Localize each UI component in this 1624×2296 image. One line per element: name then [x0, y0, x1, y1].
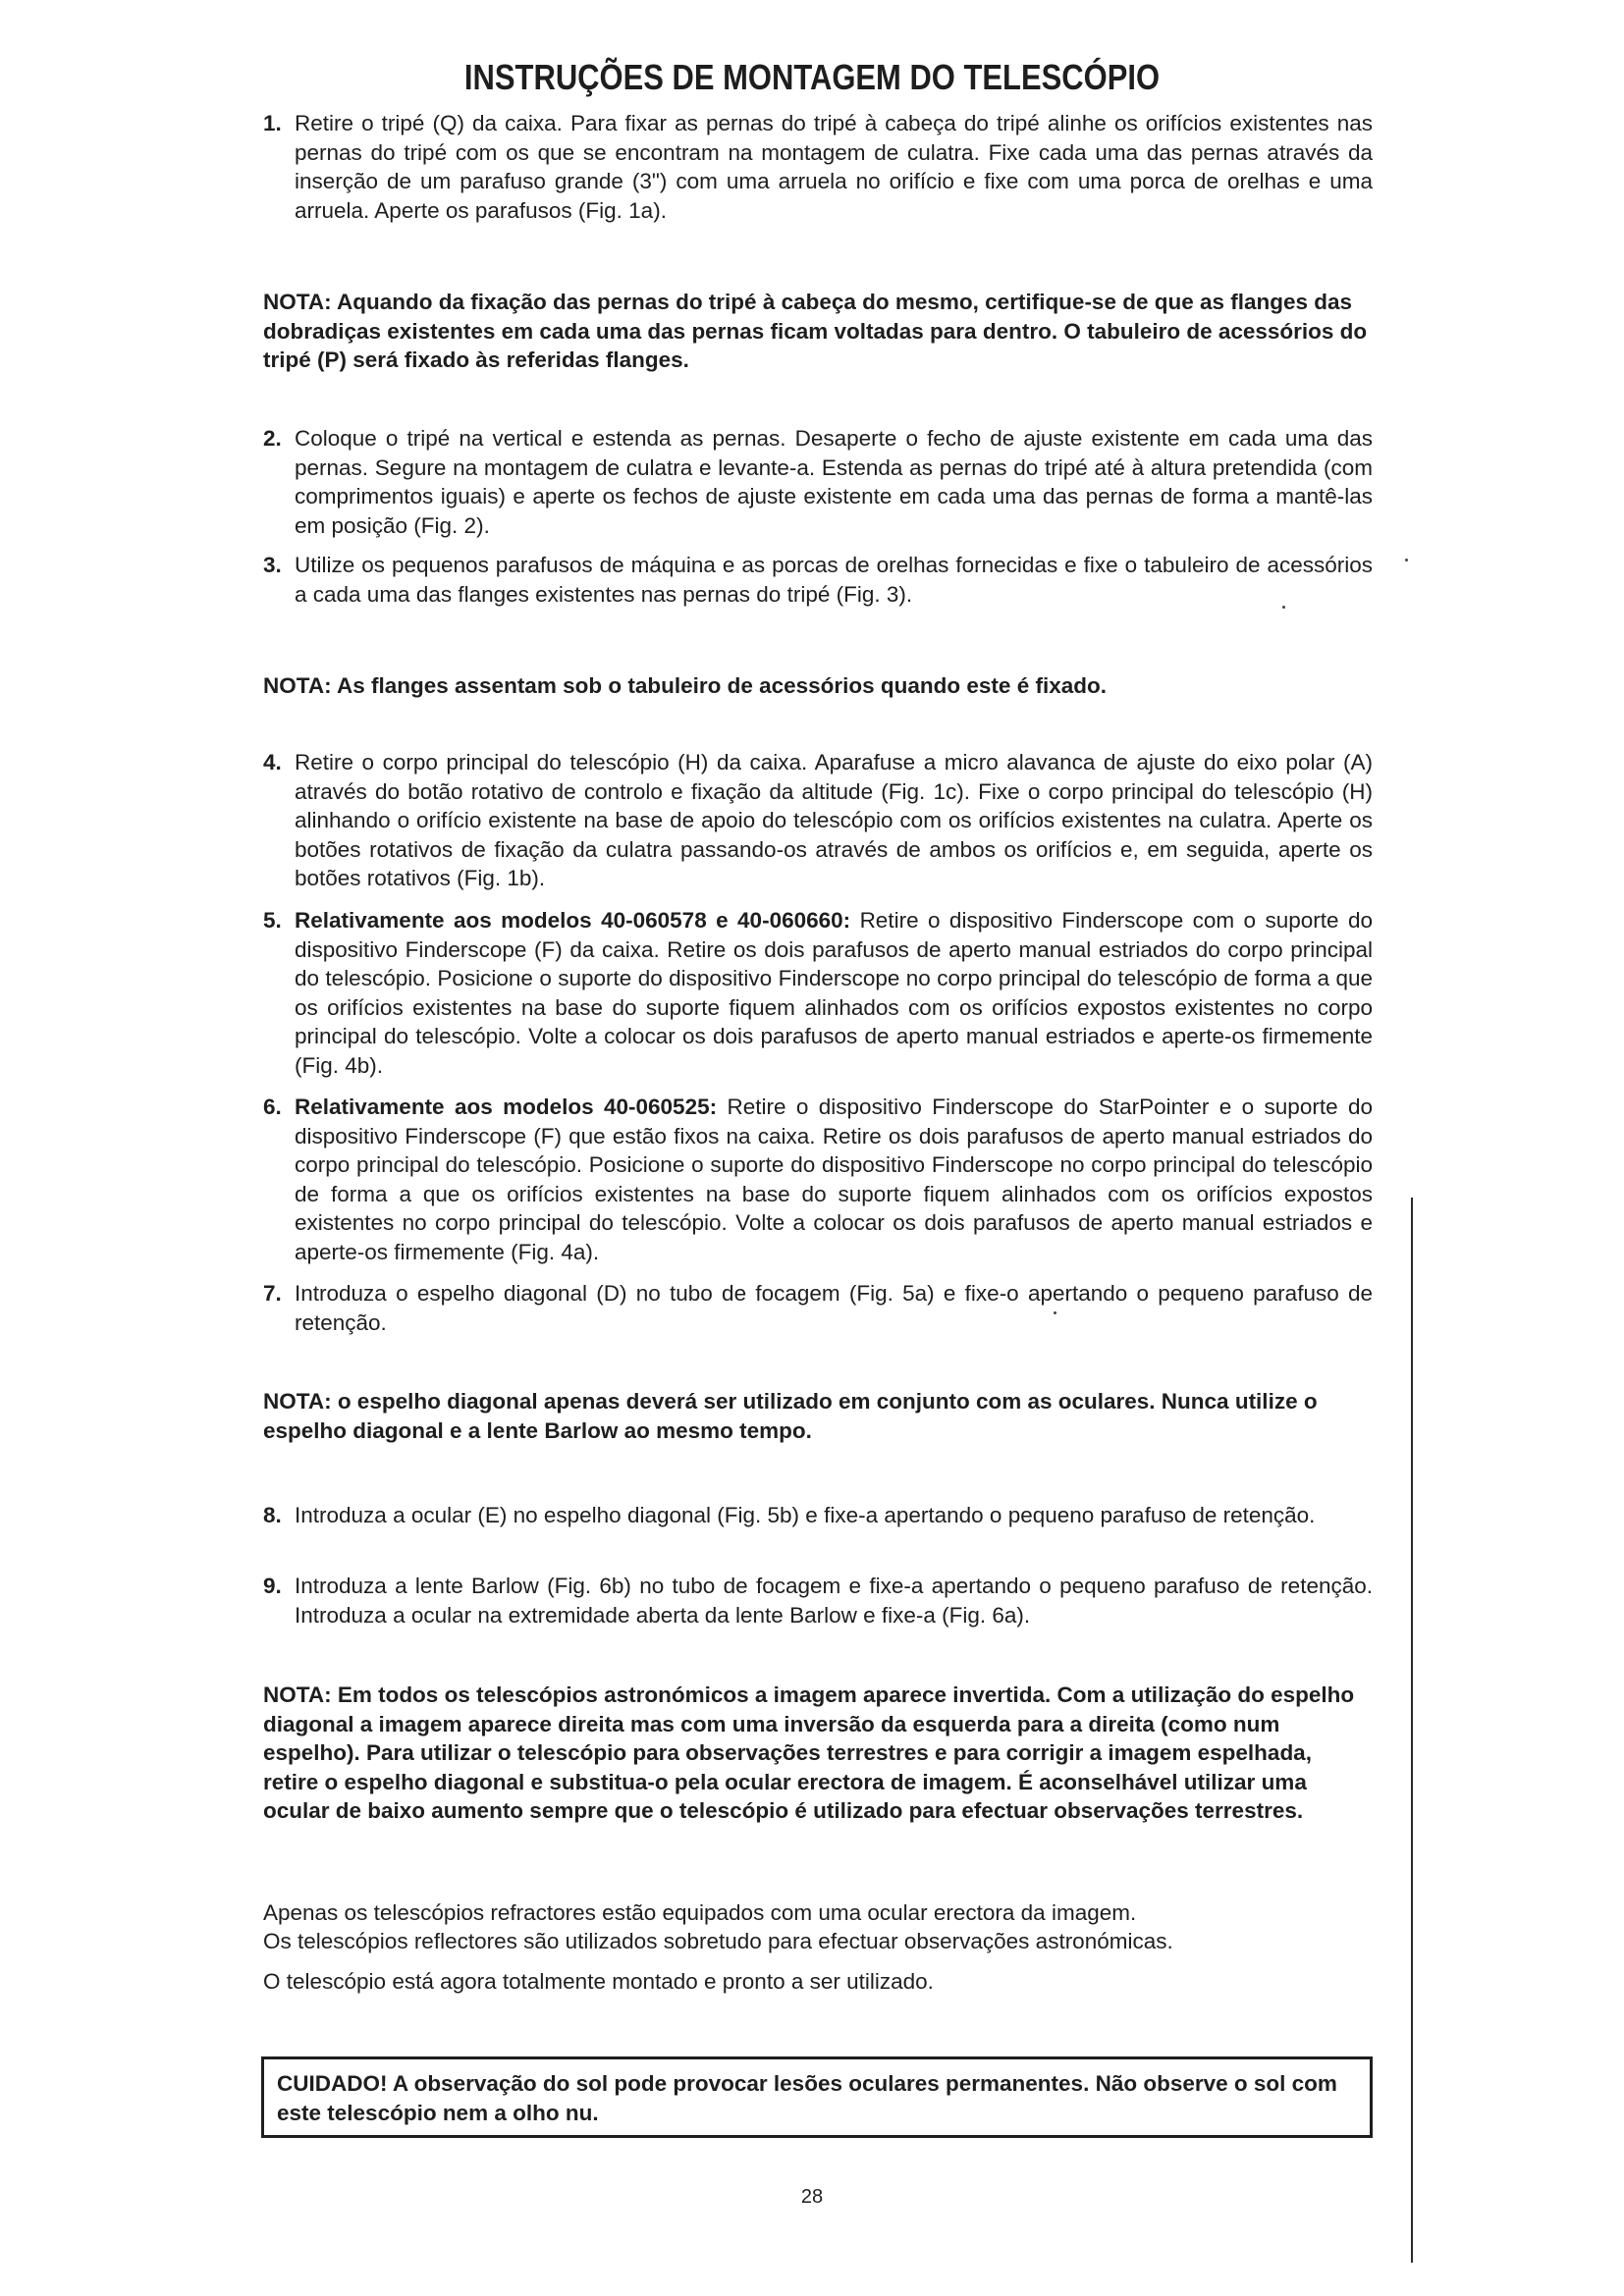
step-number: 1. — [263, 111, 282, 135]
step-number: 5. — [263, 908, 282, 933]
step-8 — [263, 1501, 1373, 1530]
step-text: Introduza o espelho diagonal (D) no tubo de focagem (Fig. 5a) e fixe-o apertando o pequeno parafuso de retenção. — [295, 1281, 1373, 1335]
step-text: Retire o dispositivo Finderscope do StarPointer e o suporte do dispositivo Finderscope (F) que estão fixos na caixa. Retire os dois parafusos de aperto manual estriados do corpo principal do telescópio. Posicione o suporte do dispositivo Finderscope no corpo principal do telescópio de forma a que os orifícios existentes na base do suporte fiquem alinhados com os orifícios expostos existentes no corpo principal do telescópio. Volte a colocar os dois parafusos de aperto manual estriados e aperte-os firmemente (Fig. 4a). — [295, 1095, 1373, 1264]
step-text: Introduza a lente Barlow (Fig. 6b) no tubo de focagem e fixe-a apertando o pequeno parafuso de retenção. Introduza a ocular na extremidade aberta da lente Barlow e fixe-a (Fig. 6a). — [295, 1574, 1373, 1628]
step-lead: Relativamente aos modelos 40-060578 e 40-060660: — [295, 908, 851, 933]
step-number: 8. — [263, 1503, 282, 1527]
step-text: Introduza a ocular (E) no espelho diagonal (Fig. 5b) e fixe-a apertando o pequeno parafuso de retenção. — [295, 1503, 1316, 1527]
step-5 — [263, 906, 1373, 1080]
step-2 — [263, 424, 1373, 540]
page-number: 28 — [800, 2186, 824, 2208]
closing-refractors: Apenas os telescópios refractores estão equipados com uma ocular erectora da imagem. — [263, 1900, 1137, 1925]
note-flanges-tray: NOTA: As flanges assentam sob o tabuleiro de acessórios quando este é fixado. — [263, 673, 1107, 698]
closing-ready: O telescópio está agora totalmente montado e pronto a ser utilizado. — [263, 1969, 934, 1994]
step-9 — [263, 1572, 1373, 1629]
step-lead: Relativamente aos modelos 40-060525: — [295, 1095, 718, 1119]
step-number: 2. — [263, 426, 282, 451]
scan-speck — [1282, 606, 1285, 609]
step-text: Coloque o tripé na vertical e estenda as pernas. Desaperte o fecho de ajuste existente em cada uma das pernas. Segure na montagem de culatra e levante-a. Estenda as pernas do tripé até à altura pretendida (com comprimentos iguais) e aperte os fechos de ajuste existente em cada uma das pernas de forma a mantê-las em posição (Fig. 2). — [295, 426, 1373, 538]
note-diagonal-mirror: NOTA: o espelho diagonal apenas deverá ser utilizado em conjunto com as oculares. Nunca utilize o espelho diagonal e a lente Barlow ao mesmo tempo. — [263, 1389, 1318, 1443]
step-text: Utilize os pequenos parafusos de máquina e as porcas de orelhas fornecidas e fixe o tabuleiro de acessórios a cada uma das flanges existentes nas pernas do tripé (Fig. 3). — [295, 553, 1373, 607]
step-number: 6. — [263, 1095, 282, 1119]
step-number: 7. — [263, 1281, 282, 1306]
scan-speck — [1405, 559, 1408, 561]
note-inverted-image: NOTA: Em todos os telescópios astronómicos a imagem aparece invertida. Com a utilização do espelho diagonal a imagem aparece direita mas com uma inversão da esquerda para a direita (como num espelho). Para utilizar o telescópio para observações terrestres e para corrigir a imagem espelhada, retire o espelho diagonal e substitua-o pela ocular erectora de imagem. É aconselhável utilizar uma ocular de baixo aumento sempre que o telescópio é utilizado para efectuar observações terrestres. — [263, 1682, 1355, 1823]
step-1 — [263, 109, 1373, 225]
step-text: Retire o tripé (Q) da caixa. Para fixar as pernas do tripé à cabeça do tripé alinhe os orifícios existentes nas pernas do tripé com os que se encontram na montagem de culatra. Fixe cada uma das pernas através da inserção de um parafuso grande (3") com uma arruela no orifício e fixe com uma porca de orelhas e uma arruela. Aperte os parafusos (Fig. 1a). — [295, 111, 1373, 223]
step-7 — [263, 1279, 1373, 1337]
step-text: Retire o dispositivo Finderscope com o suporte do dispositivo Finderscope (F) da caixa. Retire os dois parafusos de aperto manual estriados do corpo principal do telescópio. Posicione o suporte do dispositivo Finderscope no corpo principal do telescópio de forma a que os orifícios existentes na base do suporte fiquem alinhados com os orifícios expostos existentes no corpo principal do telescópio. Volte a colocar os dois parafusos de aperto manual estriados e aperte-os firmemente (Fig. 4b). — [295, 908, 1373, 1078]
page-title: INSTRUÇÕES DE MONTAGEM DO TELESCÓPIO — [463, 57, 1161, 97]
step-number: 3. — [263, 553, 282, 577]
scan-speck — [1054, 1311, 1056, 1314]
step-number: 4. — [263, 750, 282, 774]
closing-reflectors: Os telescópios reflectores são utilizados sobretudo para efectuar observações astronómicas. — [263, 1929, 1173, 1953]
step-text: Retire o corpo principal do telescópio (H) da caixa. Aparafuse a micro alavanca de ajuste do eixo polar (A) através do botão rotativo de controlo e fixação da altitude (Fig. 1c). Fixe o corpo principal do telescópio (H) alinhando o orifício existente na base de apoio do telescópio com os orifícios existentes na culatra. Aperte os botões rotativos de fixação da culatra passando-os através de ambos os orifícios e, em seguida, aperte os botões rotativos (Fig. 1b). — [295, 750, 1373, 890]
caution-box: CUIDADO! A observação do sol pode provocar lesões oculares permanentes. Não observe o sol com este telescópio nem a olho nu. — [261, 2056, 1373, 2138]
step-4 — [263, 748, 1373, 893]
step-3 — [263, 551, 1373, 609]
note-tripod-flanges: NOTA: Aquando da fixação das pernas do tripé à cabeça do mesmo, certifique-se de que as flanges das dobradiças existentes em cada uma das pernas ficam voltadas para dentro. O tabuleiro de acessórios do tripé (P) será fixado às referidas flanges. — [263, 290, 1368, 372]
step-6 — [263, 1093, 1373, 1266]
step-number: 9. — [263, 1574, 282, 1598]
scan-edge-line — [1411, 1198, 1413, 2263]
